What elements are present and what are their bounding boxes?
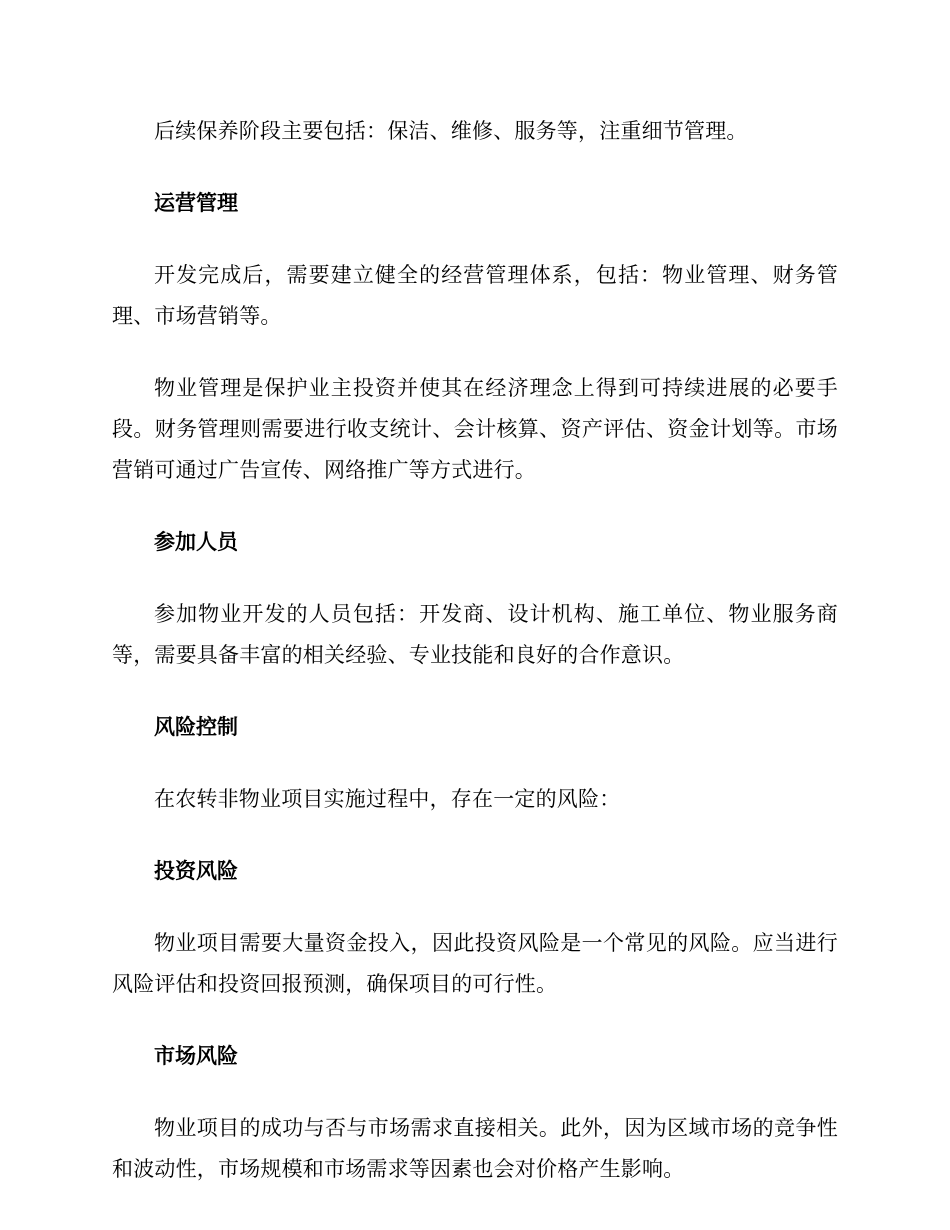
paragraph-property-finance-marketing: 物业管理是保护业主投资并使其在经济理念上得到可持续进展的必要手段。财务管理则需要进行收支统计、会计核算、资产评估、资金计划等。市场营销可通过广告宣传、网络推广等方式进行。	[112, 376, 838, 482]
paragraph-participants: 参加物业开发的人员包括：开发商、设计机构、施工单位、物业服务商等，需要具备丰富的相关经验、专业技能和良好的合作意识。	[112, 602, 838, 667]
paragraph-management-system: 开发完成后，需要建立健全的经营管理体系，包括：物业管理、财务管理、市场营销等。	[112, 263, 838, 328]
paragraph-risk-intro: 在农转非物业项目实施过程中，存在一定的风险：	[154, 787, 621, 811]
heading-investment-risk: 投资风险	[154, 859, 238, 883]
paragraph-investment-risk: 物业项目需要大量资金投入，因此投资风险是一个常见的风险。应当进行风险评估和投资回报预测，确保项目的可行性。	[112, 931, 838, 996]
heading-risk-control: 风险控制	[154, 715, 238, 739]
heading-operations-management: 运营管理	[154, 191, 238, 215]
paragraph-market-risk: 物业项目的成功与否与市场需求直接相关。此外，因为区域市场的竞争性和波动性，市场规模和市场需求等因素也会对价格产生影响。	[112, 1116, 838, 1181]
paragraph-maintenance: 后续保养阶段主要包括：保洁、维修、服务等，注重细节管理。	[154, 119, 748, 143]
heading-participants: 参加人员	[154, 530, 238, 554]
heading-market-risk: 市场风险	[154, 1044, 238, 1068]
